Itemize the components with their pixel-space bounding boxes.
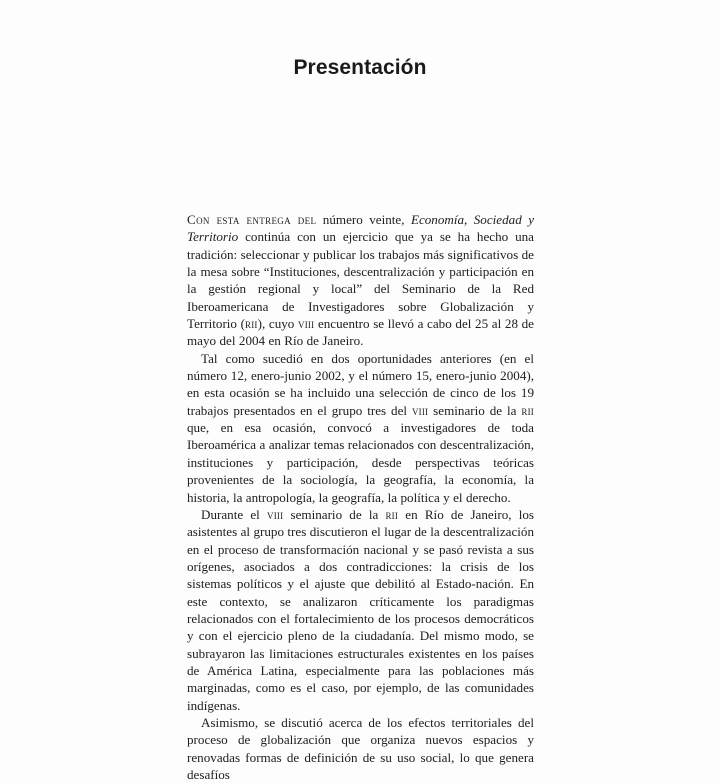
text-run-abbr: rii bbox=[521, 402, 534, 418]
body-paragraph: Tal como sucedió en dos oportunidades anteriores (en el número 12, enero-junio 2002, y el número 15, enero-junio 2004), en esta ocasión se ha incluido una selección de cinco de los 19 trabajos presentados en el grupo tres del viii seminario de la rii que, en esa ocasión, convocó a investigadores de toda Iberoamérica a analizar temas relacionados con descentralización, instituciones y participación, desde perspectivas teóricas provenientes de la sociología, la geografía, la economía, la historia, la antropología, la geografía, la política y el derecho. bbox=[187, 350, 534, 505]
text-run-abbr: viii bbox=[298, 316, 315, 332]
text-run-abbr: viii bbox=[411, 402, 429, 418]
text-run-italic: Economía, Sociedad y Territorio bbox=[187, 212, 535, 245]
page-title: Presentación bbox=[293, 56, 427, 79]
body-paragraph: Asimismo, se discutió acerca de los efectos territoriales del proceso de globalización que organiza nuevos espacios y renovadas formas de definición de su uso social, lo que genera desafíos bbox=[187, 714, 534, 782]
text-run-abbr: rii bbox=[245, 316, 258, 332]
text-run-abbr: rii bbox=[385, 506, 399, 522]
title-block bbox=[0, 56, 720, 79]
text-run-abbr: viii bbox=[267, 506, 284, 522]
body-paragraph: Durante el viii seminario de la rii en Río de Janeiro, los asistentes al grupo tres discutieron el lugar de la descentralización en el proceso de transformación nacional y se pasó revista a sus orígenes, asociados a dos contradicciones: la crisis de los sistemas políticos y el ajuste que debilitó al Estado-nación. En este contexto, se analizaron críticamente los paradigmas relacionados con el fortalecimiento de los procesos democráticos y con el ejercicio pleno de la ciudadanía. Del mismo modo, se subrayaron las limitaciones estructurales existentes en los países de América Latina, especialmente para las poblaciones más marginadas, como es el caso, por ejemplo, de las comunidades indígenas. bbox=[187, 506, 535, 713]
body-text-column bbox=[187, 211, 534, 783]
text-run-smallcaps: Con esta entrega del bbox=[187, 212, 317, 227]
body-paragraph: Con esta entrega del número veinte, Economía, Sociedad y Territorio continúa con un ejercicio que ya se ha hecho una tradición: seleccionar y publicar los trabajos más significativos de la mesa sobre “Instituciones, descentralización y participación en la gestión regional y local” del Seminario de la Red Iberoamericana de Investigadores sobre Globalización y Territorio (rii), cuyo viii encuentro se llevó a cabo del 25 al 28 de mayo del 2004 en Río de Janeiro. bbox=[187, 212, 535, 349]
